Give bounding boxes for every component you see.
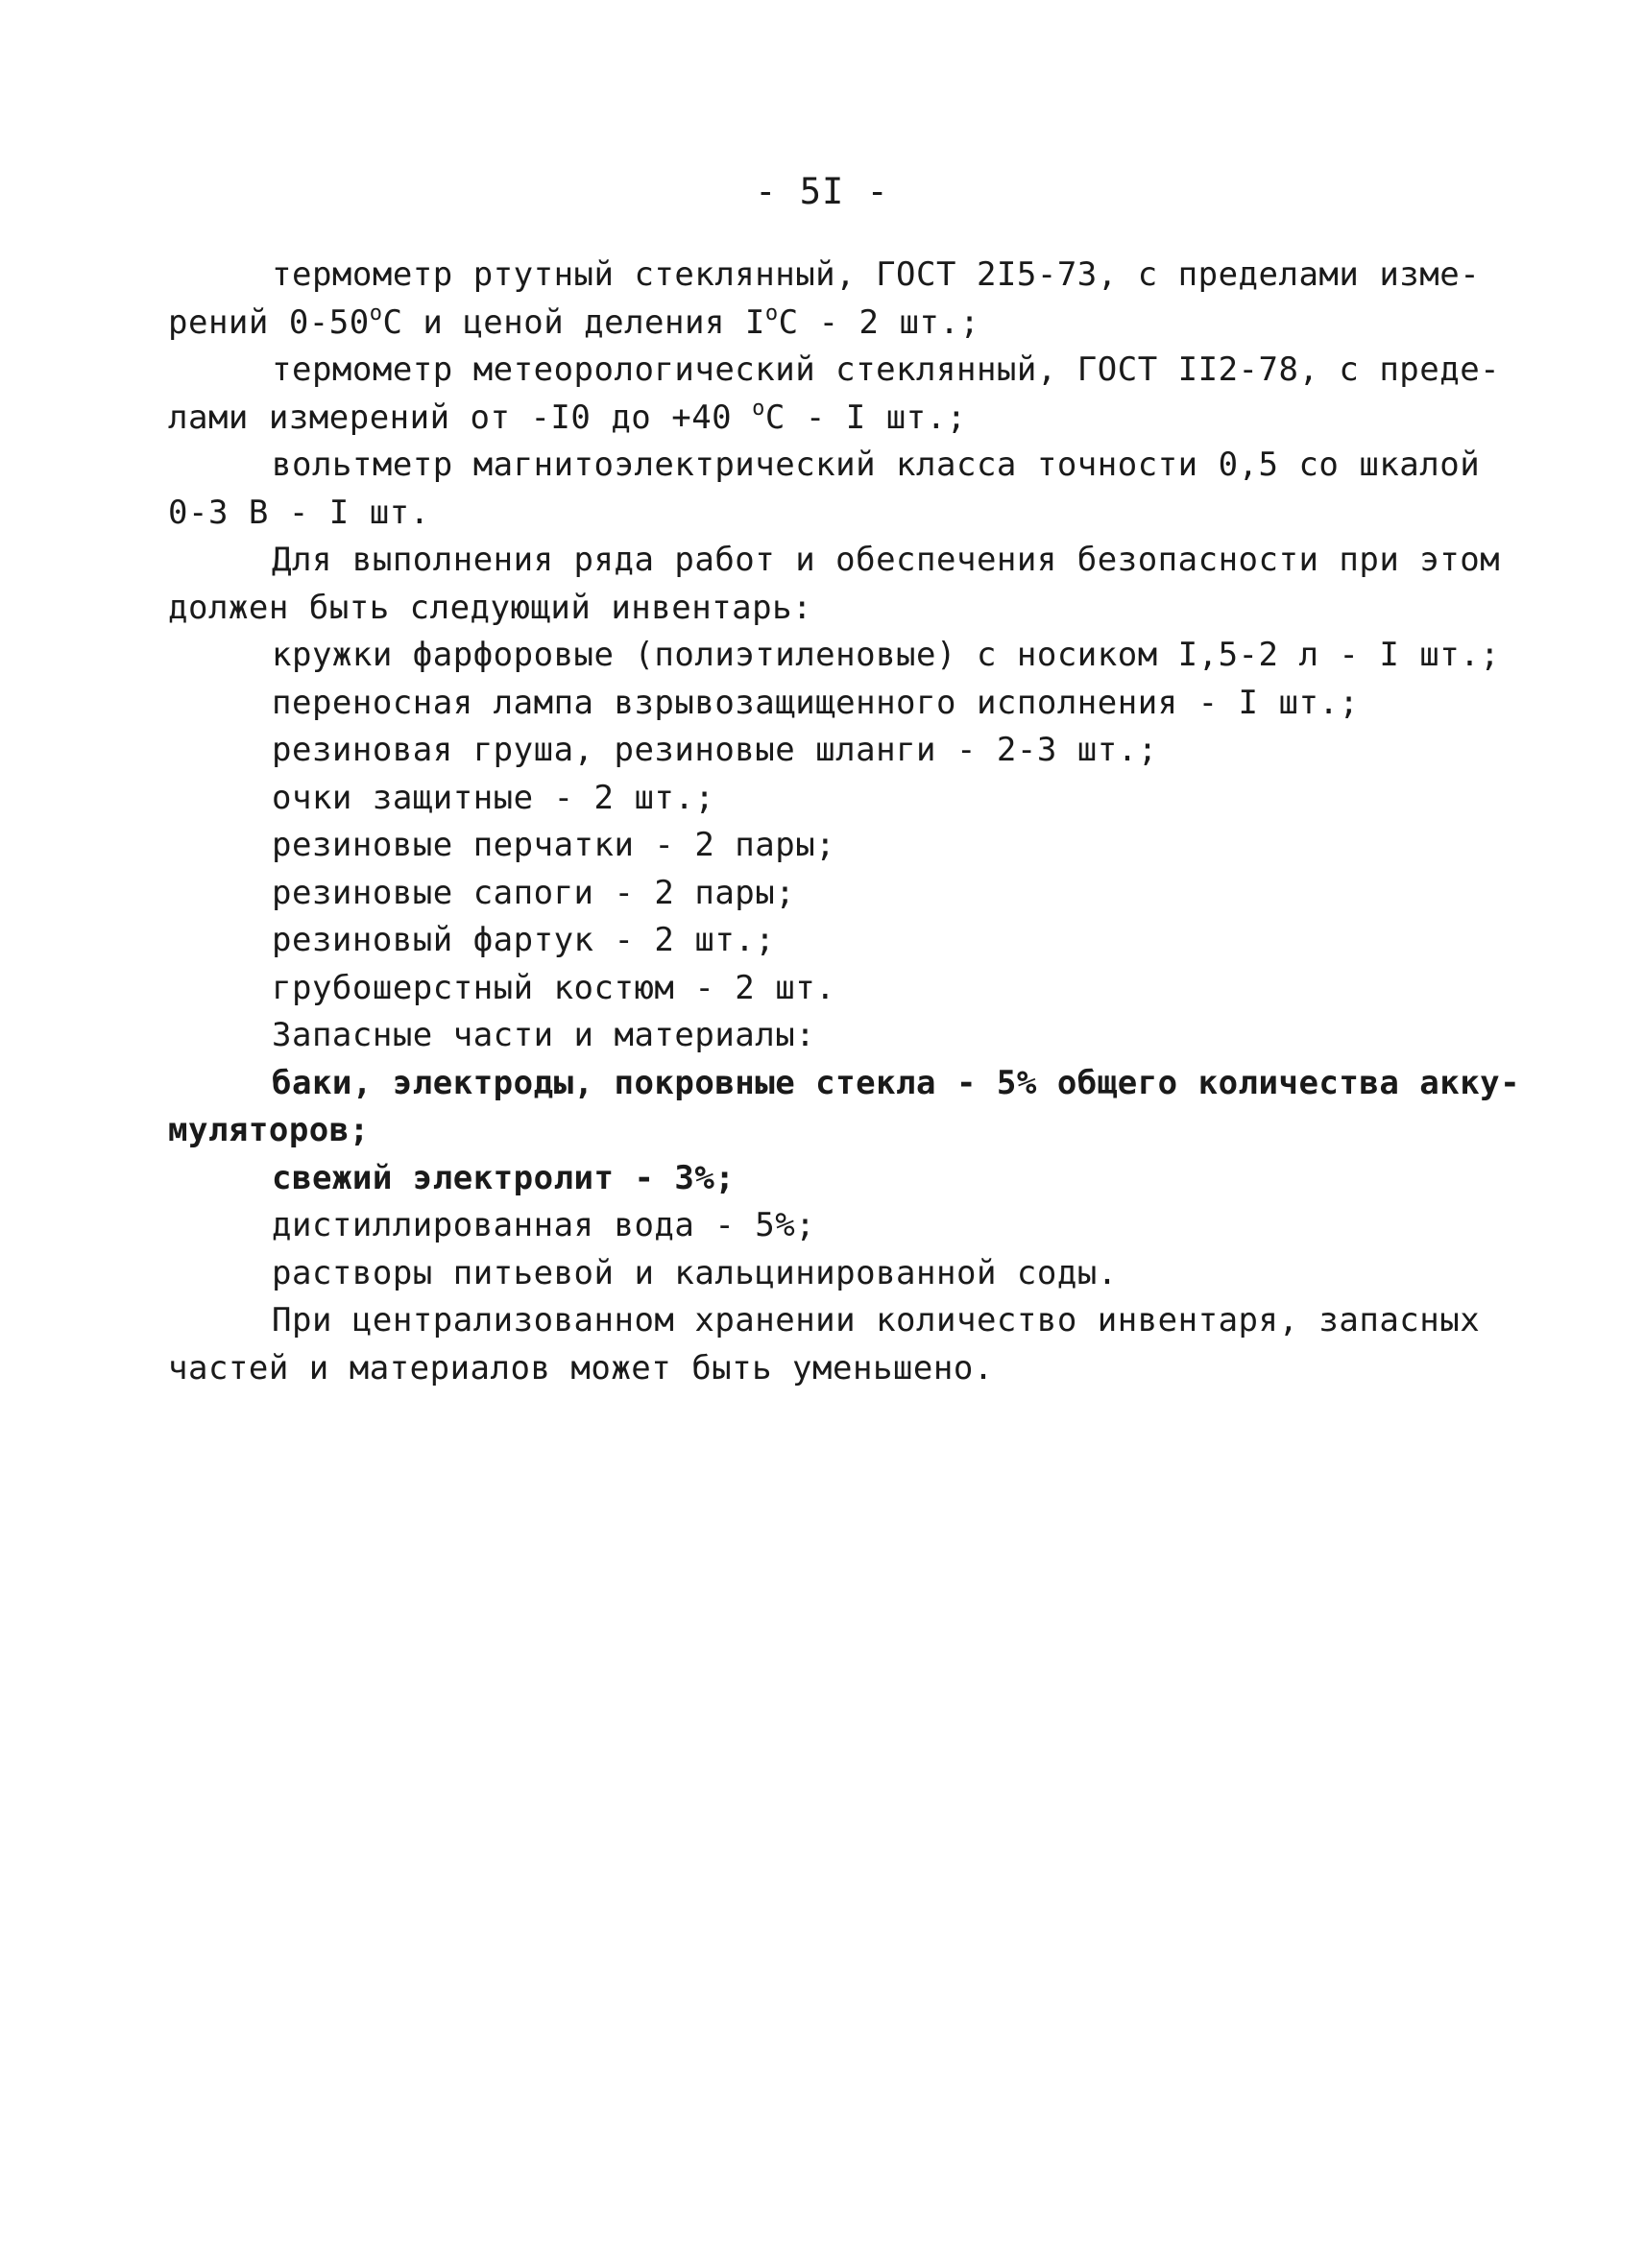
text-line <box>168 870 1493 918</box>
text-line <box>168 1345 1493 1393</box>
text-fragment: термометр метеорологический стеклянный, ГОСТ II2-78, с преде- <box>272 350 1501 389</box>
text-fragment: частей и материалов может быть уменьшено. <box>168 1348 994 1387</box>
degree-sign: о <box>369 301 383 326</box>
text-fragment: растворы питьевой и кальцинированной соды. <box>272 1253 1118 1292</box>
text-line <box>168 727 1493 775</box>
text-fragment: лами измерений от -I0 до +40 <box>168 398 753 437</box>
text-line <box>168 632 1501 680</box>
text-fragment: вольтметр магнитоэлектрический класса точности 0,5 со шкалой <box>272 446 1481 484</box>
text-line <box>168 395 1493 443</box>
text-line <box>168 300 1493 348</box>
text-line <box>168 1012 1493 1060</box>
text-line <box>168 1107 1493 1155</box>
text-line <box>168 442 1493 490</box>
text-line <box>168 1297 1493 1345</box>
text-fragment: 0-3 В - I шт. <box>168 493 430 532</box>
text-fragment: муляторов; <box>168 1111 370 1149</box>
text-line <box>168 1250 1493 1298</box>
text-line <box>168 822 1493 870</box>
text-fragment: очки защитные - 2 шт.; <box>272 778 715 817</box>
text-line <box>168 1155 1493 1203</box>
text-fragment: резиновая груша, резиновые шланги - 2-3 шт.; <box>272 731 1158 769</box>
text-line <box>168 347 1501 395</box>
body-text <box>168 252 1521 1392</box>
degree-sign: о <box>752 396 765 421</box>
text-fragment: Запасные части и материалы: <box>272 1016 816 1054</box>
text-fragment: С и ценой деления I <box>382 302 765 342</box>
page-number: - 5I - <box>755 171 889 212</box>
text-fragment: дистиллированная вода - 5%; <box>272 1206 816 1244</box>
text-fragment: грубошерстный костюм - 2 шт. <box>272 968 836 1007</box>
text-fragment: резиновый фартук - 2 шт.; <box>272 921 776 959</box>
text-line <box>168 1060 1521 1108</box>
text-line <box>168 252 1493 300</box>
text-line <box>168 537 1501 585</box>
text-line <box>168 965 1493 1013</box>
text-fragment: Для выполнения ряда работ и обеспечения безопасности при этом <box>272 541 1501 579</box>
text-line <box>168 680 1493 728</box>
text-line <box>168 917 1493 965</box>
text-line <box>168 1202 1493 1250</box>
text-fragment: свежий электролит - 3%; <box>272 1158 736 1197</box>
text-fragment: С - 2 шт.; <box>778 302 980 342</box>
text-line <box>168 585 1493 633</box>
text-fragment: термометр ртутный стеклянный, ГОСТ 2I5-73, с пределами изме- <box>272 255 1481 294</box>
text-fragment: баки, электроды, покровные стекла - 5% общего количества акку- <box>272 1063 1521 1102</box>
text-fragment: должен быть следующий инвентарь: <box>168 588 813 627</box>
text-line <box>168 490 1493 538</box>
text-fragment: кружки фарфоровые (полиэтиленовые) с носиком I,5-2 л - I шт.; <box>272 636 1501 674</box>
degree-sign: о <box>764 301 779 326</box>
text-fragment: резиновые перчатки - 2 пары; <box>272 826 836 864</box>
text-line <box>168 775 1493 823</box>
text-fragment: переносная лампа взрывозащищенного исполнения - I шт.; <box>272 683 1360 722</box>
text-fragment: рений 0-50 <box>168 302 370 342</box>
text-fragment: С - I шт.; <box>764 398 967 437</box>
text-fragment: резиновые сапоги - 2 пары; <box>272 873 796 912</box>
text-fragment: При централизованном хранении количество инвентаря, запасных <box>272 1301 1481 1339</box>
